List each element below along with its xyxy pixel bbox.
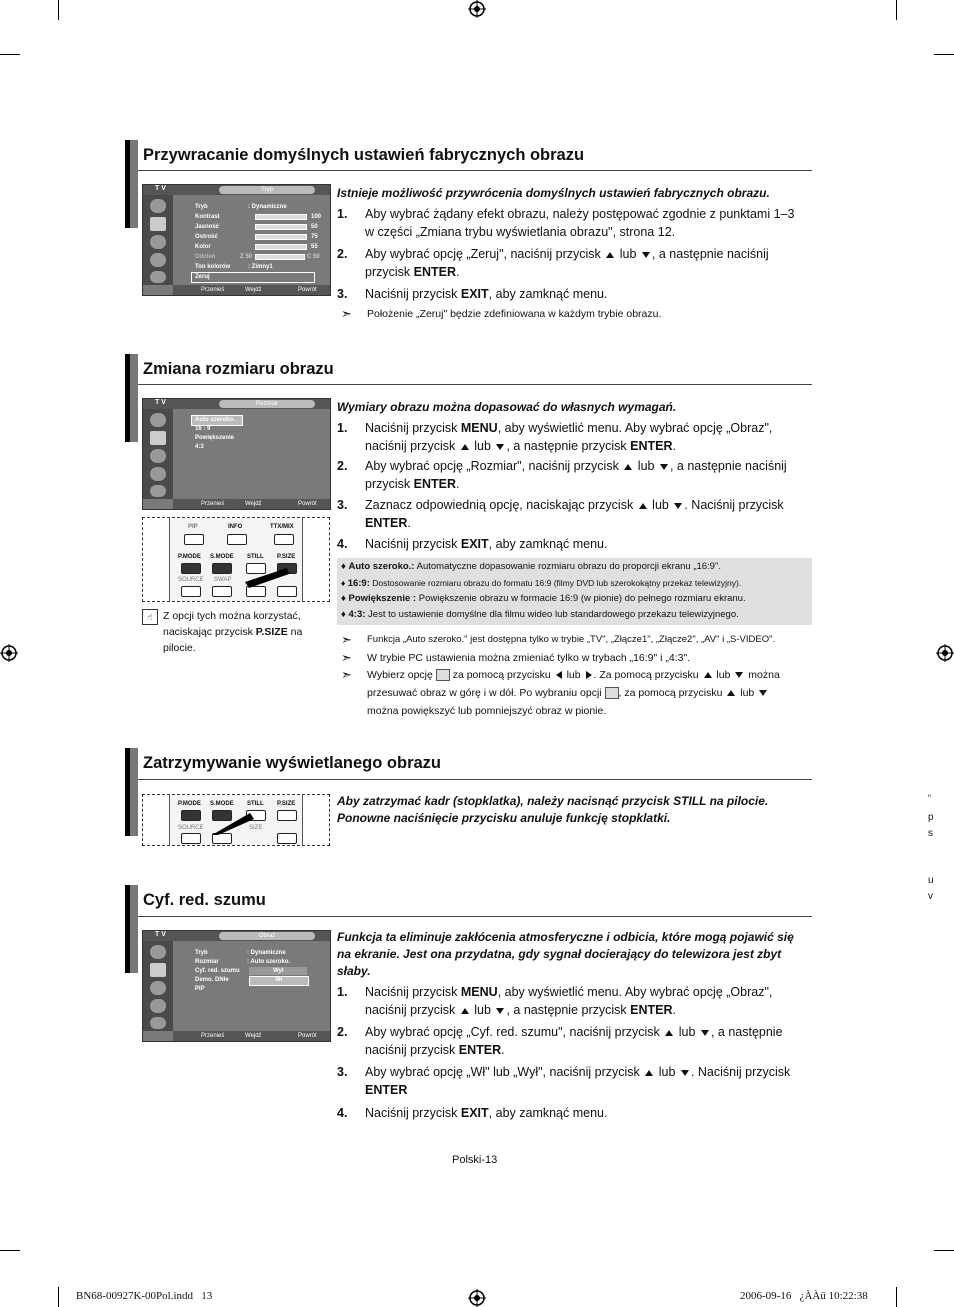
- option-item: ♦ 16:9: Dostosowanie rozmiaru obrazu do formatu 16:9 (filmy DVD lub szerokokątny przekaz telewizyjny).: [341, 578, 742, 589]
- menu-value: 50: [311, 224, 318, 230]
- footer-enter: Wejdź: [245, 501, 262, 507]
- setup-icon: [150, 1017, 166, 1029]
- step-number: 4.: [337, 1106, 348, 1120]
- menu-row: Odcień: [195, 254, 216, 260]
- slider: [255, 254, 305, 260]
- step: [337, 535, 807, 553]
- menu-value: 100: [311, 214, 322, 220]
- smode-button: [212, 563, 232, 574]
- note: ➣ Funkcja „Auto szeroko." jest dostępna tylko w trybie „TV", „Złącze1", „Złącze2", „AV" i „S-VIDEO".: [341, 632, 776, 647]
- menu-value: 55: [311, 244, 318, 250]
- remote-label: TTX/MIX: [270, 524, 294, 530]
- option-item: ♦ Powiększenie : Powiększenie obrazu w formacie 16:9 (w pionie) do pełnego rozmiaru ekranu.: [341, 593, 746, 604]
- step-number: 1.: [337, 985, 348, 999]
- step: [337, 205, 807, 241]
- zoom-icon: [605, 687, 619, 699]
- note: ➣ Wybierz opcję za pomocą przycisku lub . Za pomocą przycisku lub można przesuwać obraz w górę i w dół. Po wybraniu opcji , za pomocą przycisku lub można powiększyć lub pomniejszyć obraz w pionie.: [341, 667, 780, 717]
- step-text: Aby wybrać żądany efekt obrazu, należy postępować zgodnie z punktami 1–3 w części „Zmiana trybu wyświetlania obrazu", strona 12.: [365, 207, 795, 239]
- menu-value: : Auto szeroko.: [247, 959, 291, 965]
- step: [337, 983, 807, 1019]
- arrow-up-icon: [645, 1070, 653, 1076]
- step-number: 1.: [337, 207, 348, 221]
- crop-mark: [58, 1287, 59, 1307]
- section-rule: [138, 779, 812, 780]
- footer-move: Przenieś: [201, 1033, 225, 1039]
- step-number: 4.: [337, 537, 348, 551]
- pmode-button: [181, 563, 201, 574]
- footer-back: Powrót: [298, 1033, 317, 1039]
- tv-label: T V: [155, 931, 166, 938]
- arrow-down-icon: [496, 1008, 504, 1014]
- section-intro: Funkcja ta eliminuje zakłócenia atmosferyczne i odbicia, które mogą pojawić się na ekranie. Jest ona przydatna, gdy sygnał docierający do telewizora jest zbyt słaby.: [337, 930, 794, 978]
- note: ➣ W trybie PC ustawienia można zmieniać tylko w trybach „16:9" i „4:3".: [341, 650, 691, 665]
- margin-fragment: “: [928, 793, 931, 803]
- menu-row: Cyf. red. szumu: [195, 968, 240, 974]
- remote-label: SOURCE: [178, 825, 204, 831]
- menu-row-selected: Zeruj: [195, 274, 210, 280]
- remote-label: INFO: [228, 524, 243, 530]
- pointer-arrow-icon: [245, 566, 290, 588]
- section-bar: [130, 354, 138, 442]
- step-text: Aby wybrać opcję „Rozmiar", naciśnij przycisk lub , a następnie naciśnij przycisk ENTER.: [365, 459, 787, 491]
- arrow-down-icon: [681, 1070, 689, 1076]
- registration-mark-icon: [468, 0, 486, 18]
- picture-icon: [150, 963, 166, 977]
- remote-illustration: [142, 794, 330, 846]
- menu-header: Rozmiar: [219, 400, 315, 408]
- sound-icon: [150, 235, 166, 249]
- section-rule: [138, 916, 812, 917]
- source-button: [181, 586, 201, 597]
- footer-move: Przenieś: [201, 501, 225, 507]
- channel-icon: [150, 999, 166, 1013]
- step-text: Naciśnij przycisk EXIT, aby zamknąć menu.: [365, 537, 608, 551]
- crop-mark: [58, 0, 59, 20]
- tv-label: T V: [155, 185, 166, 192]
- footer-back: Powrót: [298, 287, 317, 293]
- arrow-up-icon: [461, 1008, 469, 1014]
- section-intro: Wymiary obrazu można dopasować do własnych wymagań.: [337, 400, 677, 414]
- sound-icon: [150, 449, 166, 463]
- section-title: Zmiana rozmiaru obrazu: [143, 360, 334, 378]
- arrow-right-icon: [586, 671, 592, 679]
- menu-row: Demo. DNIe: [195, 977, 229, 983]
- menu-row: Kolor: [195, 244, 211, 250]
- step-number: 1.: [337, 421, 348, 435]
- remote-label: PIP: [188, 524, 198, 530]
- tv-menu-screenshot: [142, 930, 331, 1042]
- section-rule: [138, 170, 812, 171]
- section-title: Cyf. red. szumu: [143, 891, 266, 909]
- arrow-down-icon: [496, 444, 504, 450]
- menu-option-selected: Wł: [275, 977, 283, 983]
- menu-row: Ton kolorów: [195, 264, 231, 270]
- menu-row: Rozmiar: [195, 959, 219, 965]
- step: [337, 285, 807, 303]
- section-rule: [138, 384, 812, 385]
- picture-icon: [150, 431, 166, 445]
- arrow-down-icon: [674, 503, 682, 509]
- footer-enter: Wejdź: [245, 287, 262, 293]
- option-item: ♦ 4:3: Jest to ustawienie domyślne dla filmu wideo lub standardowego przekazu telewizyjnego.: [341, 609, 739, 620]
- note-arrow-icon: ➣: [341, 667, 352, 682]
- menu-value: C 50: [307, 254, 320, 260]
- menu-row: Kontrast: [195, 214, 220, 220]
- section-bar: [130, 748, 138, 836]
- step: [337, 457, 807, 493]
- menu-row: 4:3: [195, 444, 204, 450]
- antenna-icon: [150, 199, 166, 213]
- step: [337, 496, 807, 532]
- hand-icon: ☝: [142, 609, 158, 625]
- registration-mark-icon: [0, 644, 18, 662]
- section-bar: [130, 885, 138, 973]
- step-number: 2.: [337, 1025, 348, 1039]
- step-text: Naciśnij przycisk MENU, aby wyświetlić menu. Aby wybrać opcję „Obraz", naciśnij przycisk lub , a następnie przycisk ENTER.: [365, 985, 773, 1017]
- note-arrow-icon: ➣: [341, 306, 352, 321]
- channel-icon: [150, 467, 166, 481]
- arrow-down-icon: [759, 690, 767, 696]
- remote-label: P.MODE: [178, 554, 201, 560]
- remote-label: P.SIZE: [277, 554, 296, 560]
- remote-label: P.SIZE: [277, 801, 296, 807]
- menu-value: 75: [311, 234, 318, 240]
- info-button: [227, 534, 247, 545]
- crop-mark: [896, 1287, 897, 1307]
- remote-label: P.MODE: [178, 801, 201, 807]
- menu-value: : Dynamiczne: [248, 204, 287, 210]
- step-number: 2.: [337, 247, 348, 261]
- menu-header: Tryb: [219, 186, 315, 194]
- antenna-icon: [150, 945, 166, 959]
- registration-mark-icon: [468, 1289, 486, 1307]
- step-text: Zaznacz odpowiednią opcję, naciskając przycisk lub . Naciśnij przycisk ENTER.: [365, 498, 784, 530]
- step: [337, 245, 807, 281]
- crop-mark: [0, 1250, 20, 1251]
- menu-row: Powiększenie: [195, 435, 235, 441]
- antenna-icon: [150, 413, 166, 427]
- setup-icon: [150, 271, 166, 283]
- arrow-up-icon: [704, 672, 712, 678]
- menu-value: Z 50: [240, 254, 253, 260]
- menu-row: Tryb: [195, 950, 208, 956]
- arrow-up-icon: [665, 1030, 673, 1036]
- page-number: Polski-13: [452, 1154, 498, 1166]
- options-box: [337, 558, 812, 625]
- menu-value: : Zimny1: [248, 264, 273, 270]
- step: [337, 1063, 807, 1099]
- margin-fragment: s: [928, 828, 933, 839]
- footer-enter: Wejdź: [245, 1033, 262, 1039]
- step-text: Aby wybrać opcję „Cyf. red. szumu", naciśnij przycisk lub , a następnie naciśnij przycisk ENTER.: [365, 1025, 783, 1057]
- menu-row: PIP: [195, 986, 205, 992]
- note-arrow-icon: ➣: [341, 632, 352, 647]
- margin-fragment: v: [928, 891, 933, 902]
- remote-label: SOURCE: [178, 577, 204, 583]
- arrow-up-icon: [606, 252, 614, 258]
- crop-mark: [896, 0, 897, 20]
- picture-icon: [150, 217, 166, 231]
- tv-menu-screenshot: [142, 184, 331, 296]
- registration-mark-icon: [936, 644, 954, 662]
- step: [337, 1023, 807, 1059]
- option-item: ♦ Auto szeroko.: Automatyczne dopasowanie rozmiaru obrazu do proporcji ekranu „16:9".: [341, 561, 721, 572]
- section-intro: Aby zatrzymać kadr (stopklatka), należy nacisnąć przycisk STILL na pilocie. Ponowne naciśnięcie przycisku anuluje funkcję stopklatki.: [337, 794, 769, 825]
- source-button: [181, 833, 201, 844]
- arrow-down-icon: [642, 252, 650, 258]
- slider: [255, 214, 307, 220]
- crop-mark: [934, 54, 954, 55]
- pip-button: [184, 534, 204, 545]
- arrow-up-icon: [727, 690, 735, 696]
- tv-label: T V: [155, 399, 166, 406]
- menu-row: 16 : 9: [195, 426, 211, 432]
- tv-menu-screenshot: [142, 398, 331, 510]
- sound-icon: [150, 981, 166, 995]
- arrow-down-icon: [660, 464, 668, 470]
- margin-fragment: u: [928, 875, 934, 886]
- step: [337, 419, 807, 455]
- setup-icon: [150, 485, 166, 497]
- print-date: 2006-09-16 ¿ÀÀü 10:22:38: [740, 1290, 868, 1302]
- remote-label: STILL: [247, 801, 264, 807]
- crop-mark: [0, 54, 20, 55]
- remote-label: STILL: [247, 554, 264, 560]
- footer-back: Powrót: [298, 501, 317, 507]
- remote-label: S.MODE: [210, 554, 234, 560]
- step: [337, 1104, 807, 1122]
- swap-button: [212, 586, 232, 597]
- remote-illustration: [142, 517, 330, 602]
- menu-row: Ostrość: [195, 234, 218, 240]
- arrow-down-icon: [735, 672, 743, 678]
- remote-label: SWAP: [214, 577, 232, 583]
- margin-fragment: p: [928, 812, 934, 823]
- section-intro: Istnieje możliwość przywrócenia domyślnych ustawień fabrycznych obrazu.: [337, 186, 770, 200]
- menu-option: Wył: [273, 968, 284, 974]
- step-number: 3.: [337, 287, 348, 301]
- file-name: BN68-00927K-00Pol.indd 13: [76, 1290, 213, 1302]
- note-arrow-icon: ➣: [341, 650, 352, 665]
- pointer-arrow-icon: [210, 809, 254, 835]
- menu-header: Obraz: [219, 932, 315, 940]
- section-bar: [130, 140, 138, 228]
- ttx-button: [274, 534, 294, 545]
- arrow-down-icon: [701, 1030, 709, 1036]
- slider: [255, 234, 307, 240]
- step-text: Naciśnij przycisk MENU, aby wyświetlić menu. Aby wybrać opcję „Obraz", naciśnij przycisk lub , a następnie przycisk ENTER.: [365, 421, 773, 453]
- step-number: 3.: [337, 1065, 348, 1079]
- step-text: Aby wybrać opcję „Wł" lub „Wył", naciśnij przycisk lub . Naciśnij przycisk ENTER: [365, 1065, 791, 1097]
- psize-button: [277, 810, 297, 821]
- arrow-up-icon: [461, 444, 469, 450]
- crop-mark: [934, 1250, 954, 1251]
- remote-label: S.MODE: [210, 801, 234, 807]
- menu-row: Jasność: [195, 224, 220, 230]
- section-title: Przywracanie domyślnych ustawień fabrycznych obrazu: [143, 146, 585, 164]
- menu-row-selected: Auto szeroko.: [195, 417, 235, 423]
- arrow-left-icon: [556, 671, 562, 679]
- footer-move: Przenieś: [201, 287, 225, 293]
- step-number: 2.: [337, 459, 348, 473]
- pmode-button: [181, 810, 201, 821]
- channel-icon: [150, 253, 166, 267]
- step-text: Naciśnij przycisk EXIT, aby zamknąć menu.: [365, 287, 608, 301]
- note: ➣ Położenie „Zeruj" będzie zdefiniowana w każdym trybie obrazu.: [341, 306, 662, 321]
- step-number: 3.: [337, 498, 348, 512]
- step-text: Aby wybrać opcję „Zeruj", naciśnij przycisk lub , a następnie naciśnij przycisk ENTER.: [365, 247, 769, 279]
- step-text: Naciśnij przycisk EXIT, aby zamknąć menu.: [365, 1106, 608, 1120]
- arrow-up-icon: [639, 503, 647, 509]
- slider: [255, 244, 307, 250]
- remote-label: SIZE: [249, 825, 263, 831]
- slider: [255, 224, 307, 230]
- position-icon: [436, 669, 450, 681]
- section-title: Zatrzymywanie wyświetlanego obrazu: [143, 754, 441, 772]
- menu-value: : Dynamiczne: [247, 950, 286, 956]
- menu-row: Tryb: [195, 204, 208, 210]
- arrow-up-icon: [624, 464, 632, 470]
- up-button: [277, 833, 297, 844]
